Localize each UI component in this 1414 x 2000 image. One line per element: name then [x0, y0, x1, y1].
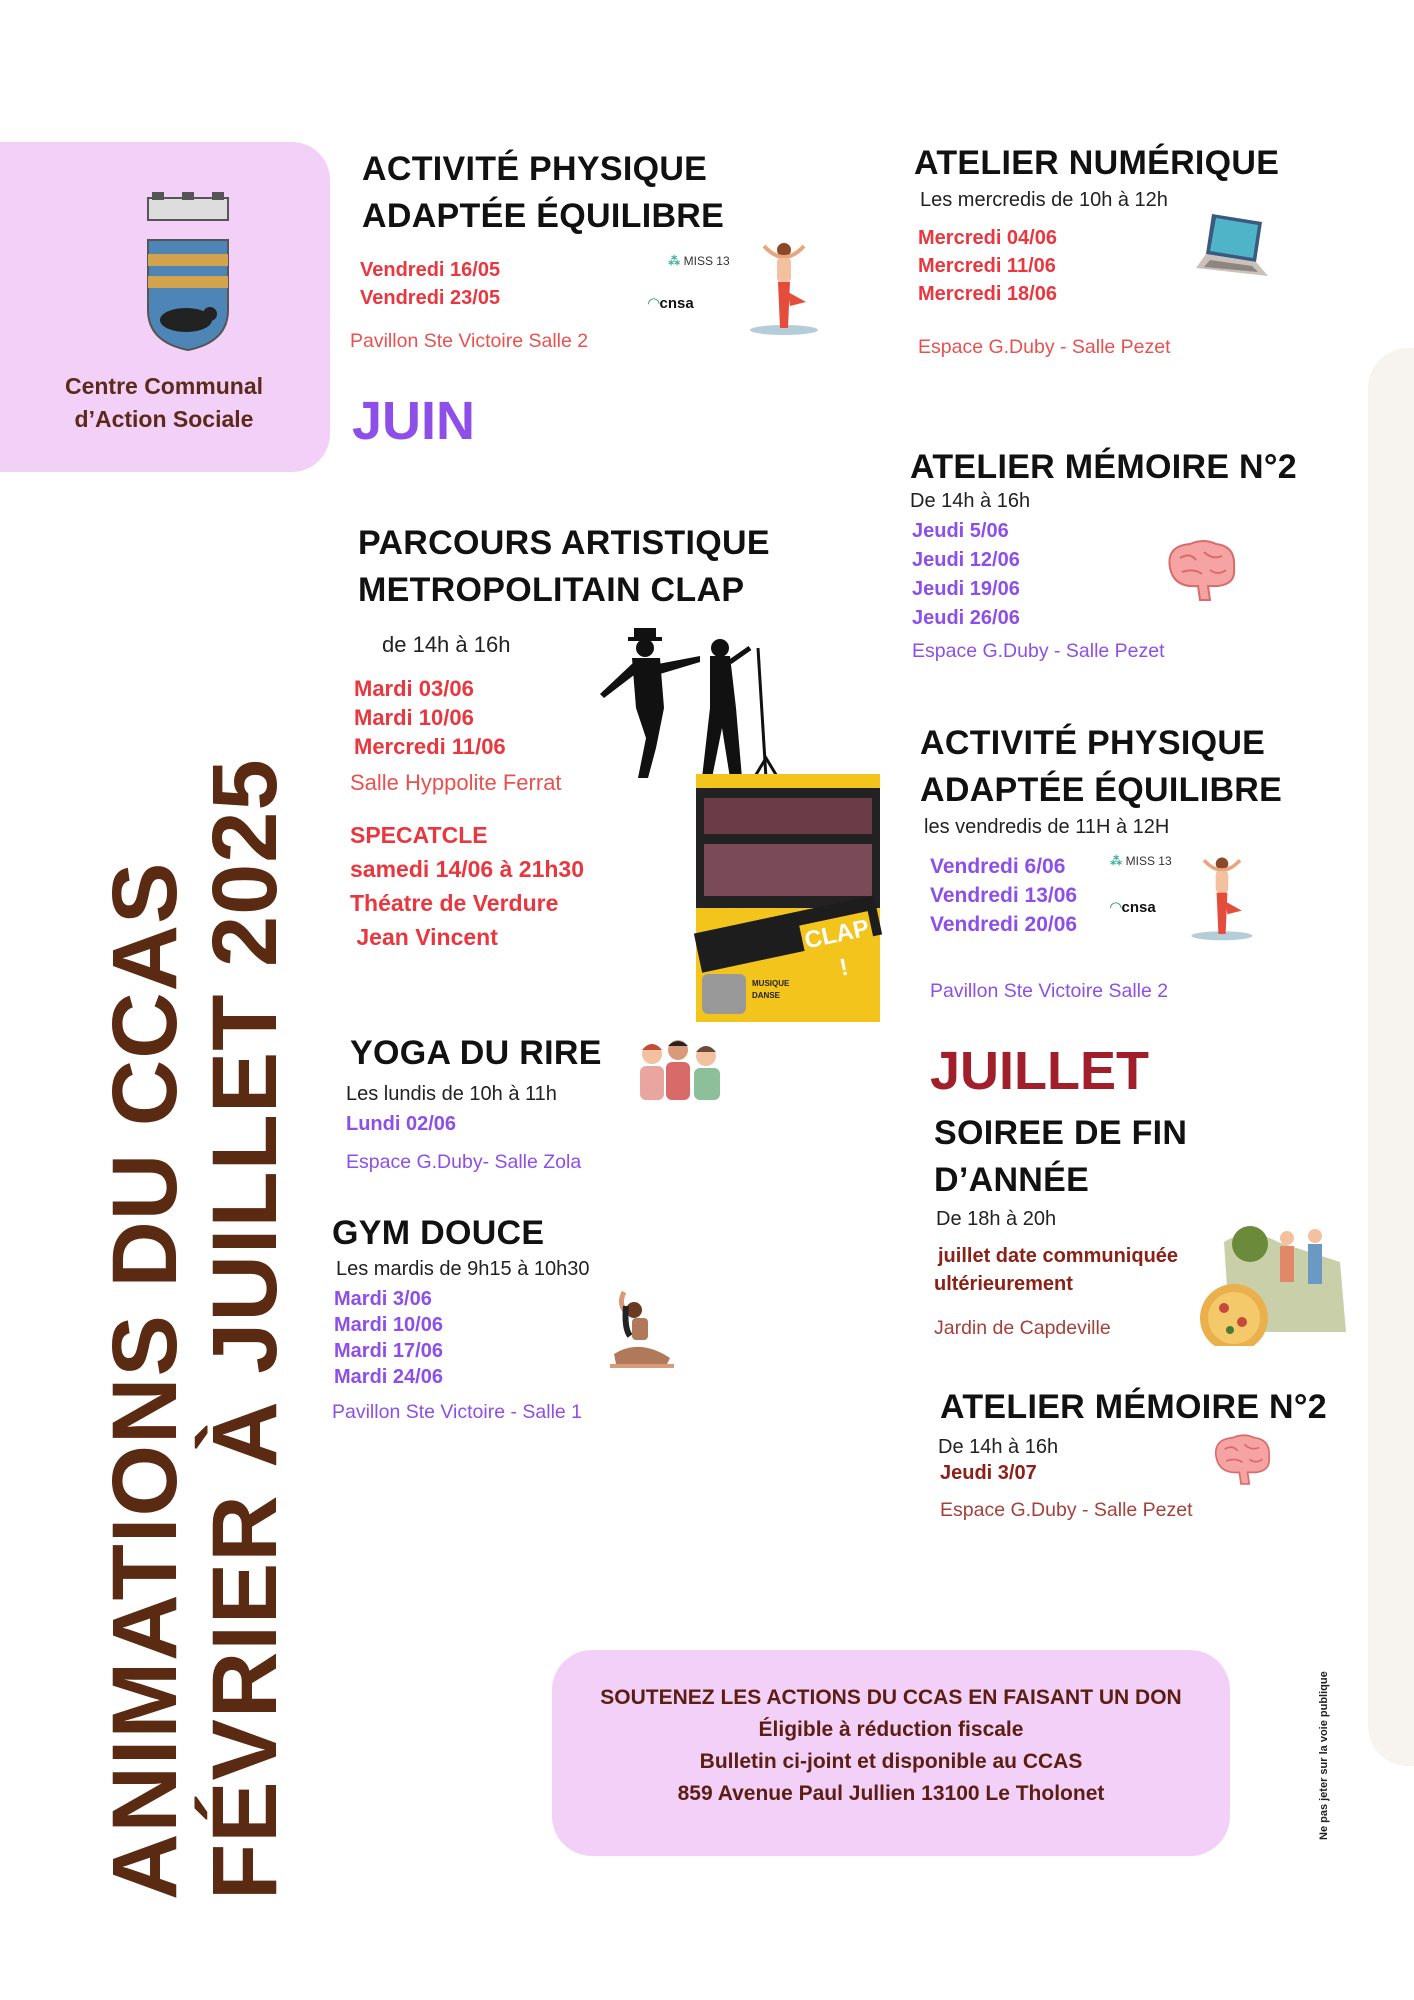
apa-may-title [362, 146, 724, 240]
date-item: Vendredi 6/06 [930, 855, 1066, 878]
soiree-place: Jardin de Capdeville [934, 1317, 1111, 1339]
poster-brand: CLAP ! [799, 911, 875, 959]
donation-line: SOUTENEZ LES ACTIONS DU CCAS EN FAISANT UN DON [600, 1686, 1182, 1709]
miss13-logo: ⁂ MISS 13 [1110, 854, 1172, 868]
date-item: Jeudi 12/06 [912, 549, 1020, 571]
yoga-tree-pose-icon [1186, 850, 1258, 946]
month-juillet: JUILLET [930, 1041, 1150, 1101]
parcours-show [350, 818, 584, 954]
brain-icon [1208, 1432, 1274, 1488]
numerique-place: Espace G.Duby - Salle Pezet [918, 336, 1171, 358]
memoire-juin-schedule: De 14h à 16h [910, 490, 1031, 512]
numerique-schedule: Les mercredis de 10h à 12h [920, 189, 1168, 211]
parcours-place: Salle Hyppolite Ferrat [350, 770, 562, 795]
parcours-title-line2: METROPOLITAIN CLAP [358, 571, 745, 609]
show-line: samedi 14/06 à 21h30 [350, 856, 584, 882]
donation-text [552, 1682, 1230, 1810]
donation-line: Bulletin ci-joint et disponible au CCAS [699, 1750, 1083, 1773]
date-item: Mardi 03/06 [354, 676, 474, 701]
stretching-woman-icon [604, 1288, 678, 1372]
apa-juin-dates [930, 852, 1077, 939]
vertical-title [95, 758, 295, 1900]
yoga-schedule: Les lundis de 10h à 11h [346, 1083, 557, 1105]
memoire-juin-dates [912, 517, 1020, 633]
poster-tags [752, 978, 789, 1002]
miss13-text: MISS 13 [683, 254, 730, 268]
soiree-title [934, 1110, 1187, 1204]
date-item: Vendredi 13/06 [930, 884, 1078, 907]
apa-juin-title-line1: ACTIVITÉ PHYSIQUE [920, 724, 1266, 762]
memoire-juillet-dates [940, 1459, 1037, 1487]
cnsa-logo: ◠cnsa [1110, 899, 1156, 916]
laughing-group-icon [632, 1036, 728, 1102]
org-name-line2: d’Action Sociale [74, 406, 254, 432]
vertical-title-line1: ANIMATIONS DU CCAS [94, 861, 196, 1900]
memoire-juillet-schedule: De 14h à 16h [938, 1436, 1059, 1458]
numerique-title: ATELIER NUMÉRIQUE [914, 144, 1280, 182]
soiree-title-line2: D’ANNÉE [934, 1161, 1090, 1199]
date-item: Mercredi 11/06 [918, 255, 1056, 277]
date-item: Lundi 02/06 [346, 1113, 457, 1135]
apa-may-title-line2: ADAPTÉE ÉQUILIBRE [362, 197, 725, 235]
apa-juin-place: Pavillon Ste Victoire Salle 2 [930, 980, 1169, 1002]
date-item: Vendredi 23/05 [360, 287, 501, 309]
date-item: ultérieurement [934, 1273, 1073, 1295]
gym-schedule: Les mardis de 9h15 à 10h30 [336, 1258, 590, 1280]
date-item: Jeudi 26/06 [912, 607, 1020, 629]
date-item: Jeudi 3/07 [940, 1462, 1037, 1484]
cnsa-logo: ◠cnsa [648, 295, 694, 312]
date-item: Mercredi 11/06 [354, 734, 506, 759]
soiree-schedule: De 18h à 20h [936, 1208, 1057, 1230]
memoire-juillet-place: Espace G.Duby - Salle Pezet [940, 1499, 1193, 1521]
show-line: Théatre de Verdure [350, 890, 559, 916]
date-item: Mardi 17/06 [334, 1340, 443, 1362]
laptop-icon [1192, 210, 1276, 284]
yoga-title: YOGA DU RIRE [350, 1034, 602, 1072]
parcours-schedule: de 14h à 16h [382, 632, 511, 657]
gym-title: GYM DOUCE [332, 1214, 545, 1252]
cnsa-text: cnsa [659, 295, 694, 312]
poster-tag: DANSE [752, 991, 781, 1000]
show-line: Jean Vincent [350, 924, 498, 950]
coat-of-arms-icon [140, 192, 236, 352]
date-item: Mardi 24/06 [334, 1366, 443, 1388]
garden-party-icon [1190, 1222, 1350, 1346]
soiree-title-line1: SOIREE DE FIN [934, 1114, 1188, 1152]
soiree-dates [934, 1242, 1178, 1298]
apa-juin-title-line2: ADAPTÉE ÉQUILIBRE [920, 771, 1283, 809]
date-item: Vendredi 20/06 [930, 913, 1078, 936]
date-item: Jeudi 19/06 [912, 578, 1020, 600]
gym-place: Pavillon Ste Victoire - Salle 1 [332, 1401, 583, 1423]
donation-line: Éligible à réduction fiscale [758, 1718, 1024, 1741]
memoire-juillet-title: ATELIER MÉMOIRE N°2 [940, 1388, 1328, 1426]
memoire-juin-place: Espace G.Duby - Salle Pezet [912, 640, 1165, 662]
show-line: SPECATCLE [350, 822, 488, 848]
date-item: Mardi 3/06 [334, 1288, 432, 1310]
apa-juin-schedule: les vendredis de 11H à 12H [924, 816, 1170, 838]
vertical-title-line2: FÉVRIER À JUILLET 2025 [194, 758, 296, 1900]
date-item: juillet date communiquée [938, 1245, 1179, 1267]
parcours-title-line1: PARCOURS ARTISTIQUE [358, 524, 770, 562]
film-poster-icon [696, 774, 880, 1022]
month-juin: JUIN [352, 391, 476, 451]
date-item: Mardi 10/06 [334, 1314, 443, 1336]
footer-note: Ne pas jeter sur la voie publique [1318, 1671, 1330, 1840]
date-item: Mercredi 18/06 [918, 283, 1057, 305]
cnsa-text: cnsa [1121, 899, 1156, 916]
parcours-title [358, 520, 770, 614]
memoire-juin-title: ATELIER MÉMOIRE N°2 [910, 448, 1298, 486]
apa-juin-title [920, 720, 1282, 814]
date-item: Vendredi 16/05 [360, 259, 501, 281]
yoga-tree-pose-icon [744, 240, 824, 336]
date-item: Mercredi 04/06 [918, 227, 1057, 249]
donation-line: 859 Avenue Paul Jullien 13100 Le Tholonet [677, 1782, 1105, 1805]
miss13-logo: ⁂ MISS 13 [668, 254, 730, 268]
yoga-place: Espace G.Duby- Salle Zola [346, 1151, 582, 1173]
apa-may-title-line1: ACTIVITÉ PHYSIQUE [362, 150, 708, 188]
brain-icon [1160, 538, 1240, 604]
org-name-line1: Centre Communal [64, 373, 264, 399]
date-item: Mardi 10/06 [354, 705, 474, 730]
parcours-dates [354, 674, 506, 761]
apa-may-dates [360, 256, 500, 312]
apa-may-place: Pavillon Ste Victoire Salle 2 [350, 330, 589, 352]
right-sidebar-band [1368, 348, 1414, 1766]
poster-tag: MUSIQUE [752, 979, 790, 988]
yoga-dates [346, 1110, 456, 1138]
miss13-text: MISS 13 [1125, 854, 1172, 868]
gym-dates [334, 1286, 443, 1390]
numerique-dates [918, 224, 1057, 308]
dancers-icon [590, 628, 790, 784]
org-name [14, 370, 314, 436]
date-item: Jeudi 5/06 [912, 520, 1009, 542]
